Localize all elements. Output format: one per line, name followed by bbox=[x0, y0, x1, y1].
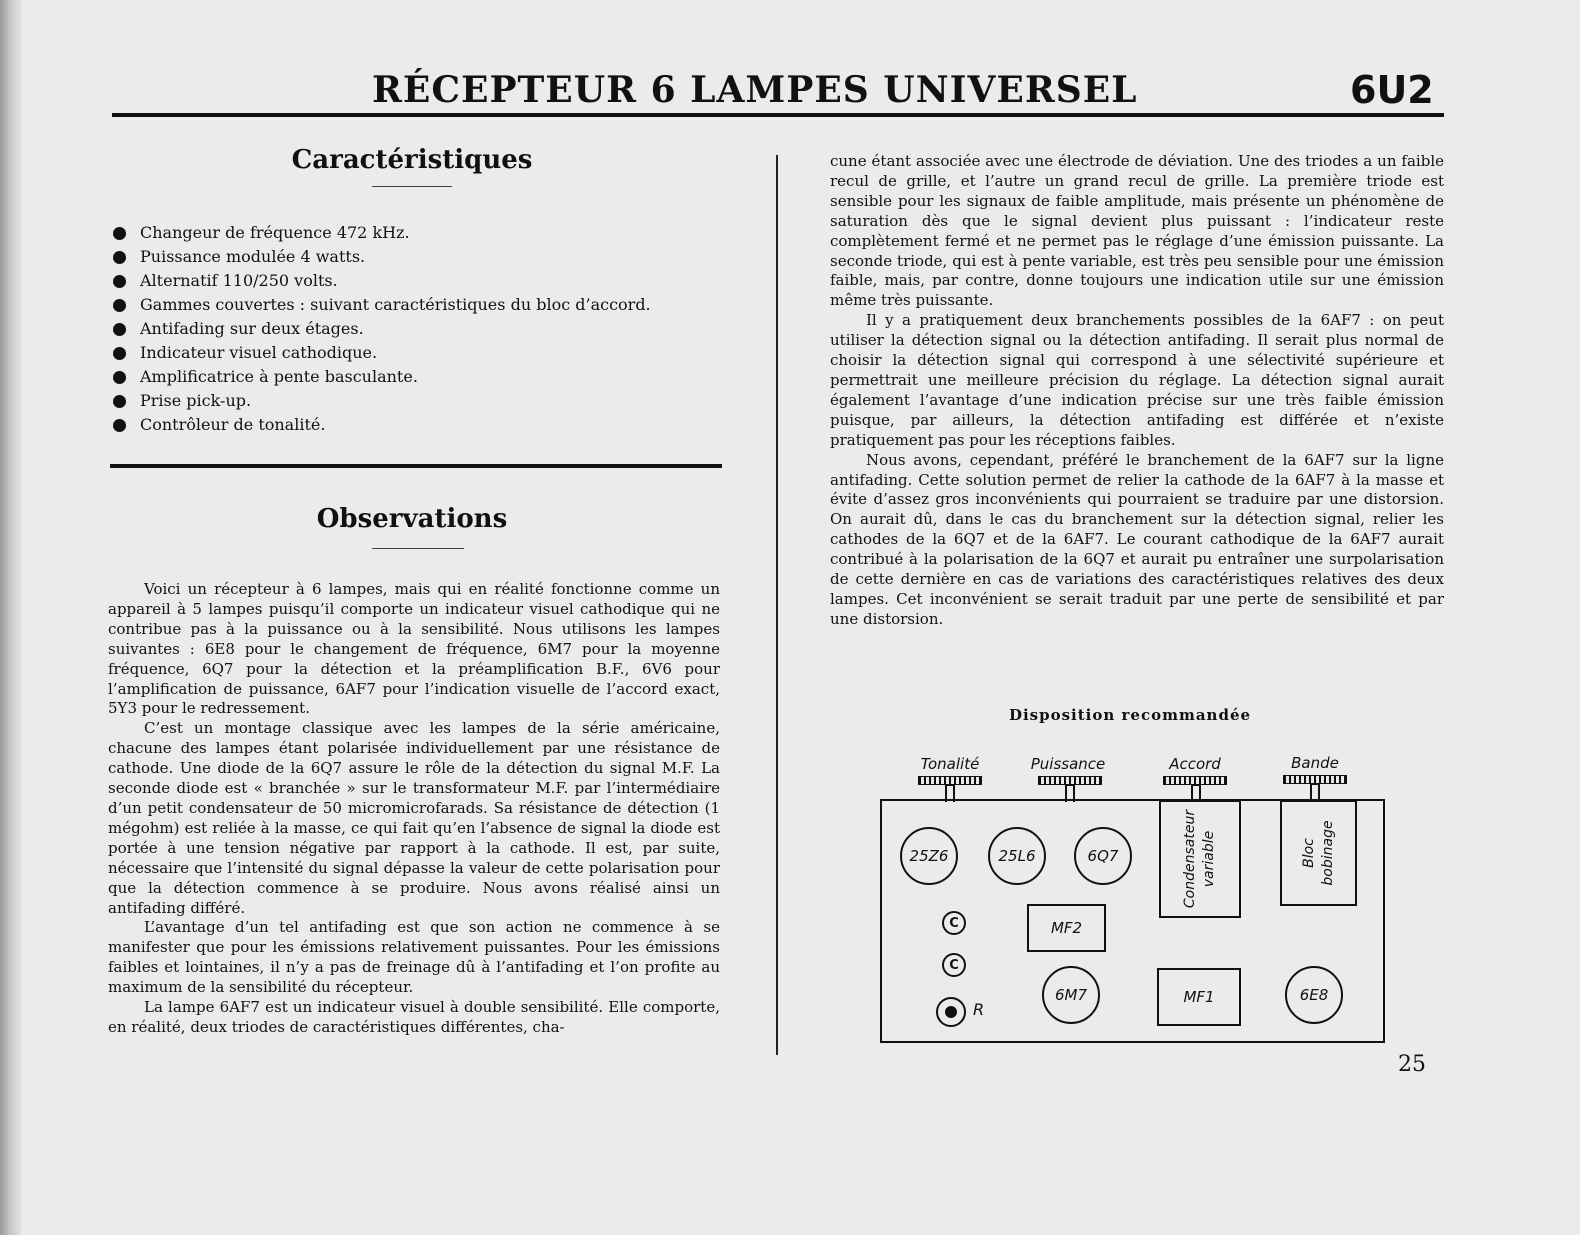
list-item: Indicateur visuel cathodique. bbox=[112, 341, 712, 365]
tube-25l6: 25L6 bbox=[988, 827, 1046, 885]
paragraph: Il y a pratiquement deux branchements possibles de la 6AF7 : on peut utiliser la détection signal ou la détection antifading. Il serait plus normal de choisir la détection signal qui correspond à une sélectivité supérieure et permettrait une meilleure précision du réglage. La détection signal aurait également l’avantage d’une indication précise sur une très faible émission puisque, par ailleurs, la détection antifading est différée et n’existe pratiquement pas pour les réceptions faibles. bbox=[830, 311, 1444, 449]
list-item: Contrôleur de tonalité. bbox=[112, 413, 712, 437]
characteristics-underline bbox=[372, 186, 452, 187]
section-rule bbox=[110, 464, 722, 468]
list-item: Prise pick-up. bbox=[112, 389, 712, 413]
bullet-icon bbox=[113, 227, 126, 240]
knob-label-puissance: Puissance bbox=[1030, 755, 1106, 773]
paragraph: Voici un récepteur à 6 lampes, mais qui en réalité fonctionne comme un appareil à 5 lampes puisqu’il comporte un indicateur visuel cathodique qui ne contribue pas à la puissance ou à la sensibilité. Nous utilisons les lampes suivantes : 6E8 pour le changement de fréquence, 6M7 pour la moyenne fréquence, 6Q7 pour la détection et la préamplification B.F., 6V6 pour l’amplification de puissance, 6AF7 pour l’indication visuelle de l’accord exact, 5Y3 pour le redressement. bbox=[108, 580, 720, 718]
list-item: Gammes couvertes : suivant caractéristiques du bloc d’accord. bbox=[112, 293, 712, 317]
tube-6m7: 6M7 bbox=[1042, 966, 1100, 1024]
bullet-icon bbox=[113, 395, 126, 408]
paragraph: La lampe 6AF7 est un indicateur visuel à double sensibilité. Elle comporte, en réalité, deux triodes de caractéristiques différentes, cha- bbox=[108, 998, 720, 1036]
bullet-icon bbox=[113, 275, 126, 288]
knob-label-tonalite: Tonalité bbox=[920, 755, 980, 773]
mf1-transformer: MF1 bbox=[1157, 968, 1241, 1026]
list-item: Antifading sur deux étages. bbox=[112, 317, 712, 341]
list-item: Changeur de fréquence 472 kHz. bbox=[112, 221, 712, 245]
page-number: 25 bbox=[1398, 1052, 1426, 1077]
socket-r-label: R bbox=[973, 1000, 985, 1019]
bullet-icon bbox=[113, 251, 126, 264]
coil-block-label: Bloc bobinage bbox=[1300, 820, 1336, 886]
bullet-icon bbox=[113, 323, 126, 336]
list-item: Puissance modulée 4 watts. bbox=[112, 245, 712, 269]
tube-25z6: 25Z6 bbox=[900, 827, 958, 885]
tube-6e8: 6E8 bbox=[1285, 966, 1343, 1024]
paragraph: cune étant associée avec une électrode de déviation. Une des triodes a un faible recul de grille, et l’autre un grand recul de grille. La première triode est sensible pour les signaux de faible amplitude, mais présente un phénomène de saturation dès que le signal devient plus puissant : l’indicateur reste complètement fermé et ne permet pas le réglage d’une émission puissante. La seconde triode, qui est à pente variable, est très peu sensible pour une émission faible, mais, par contre, donne toujours une indication utile sur une émission même très puissante. bbox=[830, 152, 1444, 310]
mf2-transformer: MF2 bbox=[1027, 904, 1106, 952]
bullet-icon bbox=[113, 299, 126, 312]
observations-title: Observations bbox=[316, 504, 508, 534]
page-edge-shadow bbox=[0, 0, 22, 1235]
paragraph: Nous avons, cependant, préféré le branchement de la 6AF7 sur la ligne antifading. Cette solution permet de relier la cathode de la 6AF7 à la masse et évite d’assez gros inconvénients qui pourraient se traduire par une distorsion. On aurait dû, dans le cas du branchement sur la détection signal, relier les cathodes de la 6Q7 et de la 6AF7. Le courant cathodique de la 6AF7 aurait contribué à la polarisation de la 6Q7 et aurait pu entraîner une surpolarisation de cette dernière en cas de variations des caractéristiques relatives des deux lampes. Cet inconvénient se serait traduit par une perte de sensibilité et par une distorsion. bbox=[830, 450, 1444, 628]
right-column-text bbox=[830, 152, 1444, 630]
knob-label-accord: Accord bbox=[1169, 755, 1221, 773]
paragraph: C’est un montage classique avec les lampes de la série américaine, chacune des lampes étant polarisée individuellement par une résistance de cathode. Une diode de la 6Q7 assure le rôle de la détection du signal M.F. La seconde diode est « branchée » sur le transformateur M.F. par l’intermédiaire d’un petit condensateur de 50 micromicrofarads. Sa résistance de détection (1 mégohm) est reliée à la masse, ce qui fait qu’en l’absence de signal la diode est portée à une tension négative par rapport à la cathode. Il est, par suite, nécessaire que l’intensité du signal dépasse la valeur de cette polarisation pour que la détection commence à se produire. Nous avons réalisé ainsi un antifading différé. bbox=[108, 719, 720, 917]
header-rule bbox=[112, 113, 1444, 117]
bullet-icon bbox=[113, 371, 126, 384]
knob-label-bande: Bande bbox=[1291, 754, 1339, 772]
characteristics-list bbox=[112, 221, 712, 437]
characteristics-title: Caractéristiques bbox=[291, 145, 533, 175]
socket-r-icon bbox=[936, 997, 966, 1027]
variable-capacitor-box bbox=[1159, 800, 1241, 918]
diagram-title: Disposition recommandée bbox=[1008, 706, 1252, 724]
variable-capacitor-label: Condensateur variable bbox=[1182, 809, 1217, 909]
list-item: Amplificatrice à pente basculante. bbox=[112, 365, 712, 389]
observations-text bbox=[108, 580, 720, 1038]
socket-c-icon: C bbox=[942, 953, 966, 977]
coil-block-box bbox=[1280, 800, 1357, 906]
observations-underline bbox=[372, 548, 464, 549]
bullet-icon bbox=[113, 347, 126, 360]
paragraph: L’avantage d’un tel antifading est que son action ne commence à se manifester que pour les émissions relativement puissantes. Pour les émissions faibles et lointaines, il n’y a pas de freinage dû à l’antifading et l’on profite au maximum de la sensibilité du récepteur. bbox=[108, 918, 720, 997]
socket-c-icon: C bbox=[942, 911, 966, 935]
list-item: Alternatif 110/250 volts. bbox=[112, 269, 712, 293]
tube-6q7: 6Q7 bbox=[1074, 827, 1132, 885]
model-code: 6U2 bbox=[1350, 68, 1434, 112]
column-separator bbox=[776, 155, 778, 1055]
bullet-icon bbox=[113, 419, 126, 432]
page-title: RÉCEPTEUR 6 LAMPES UNIVERSEL bbox=[372, 69, 1138, 111]
